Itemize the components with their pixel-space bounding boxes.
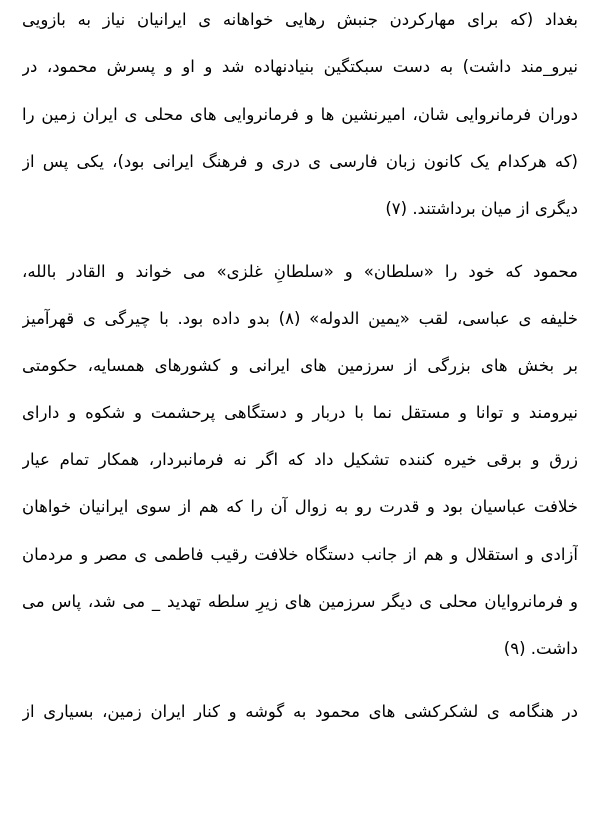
- text-line-8: بر بخش های بزرگی از سرزمین های ایرانی و کشورهای همسایه، حکومتی: [22, 356, 578, 375]
- text-line-11: خلافت عباسیان بود و قدرت رو به زوال آن را که هم از سوی ایرانیان خواهان: [22, 497, 578, 516]
- text-line-9: نیرومند و توانا و مستقل نما با دربار و دستگاهی پرحشمت و شکوه و دارای: [22, 403, 578, 422]
- text-line-13: و فرمانروایان محلی ی دیگر سرزمین های زیرِ سلطه تهدید _ می شد، پاس می: [22, 592, 578, 611]
- text-line-2: نیرو_مند داشت) به دست سبکتگین بنیادنهاده شد و او و پسرش محمود، در: [22, 57, 578, 76]
- text-line-5: دیگری از میان برداشتند. (۷): [385, 199, 578, 218]
- text-line-6: محمود که خود را «سلطان» و «سلطانِ غلزی» می خواند و القادر بالله،: [22, 262, 578, 281]
- text-line-12: آزادی و استقلال و هم از جانب دستگاه خلافت رقیب فاطمی ی مصر و مردمان: [22, 545, 578, 564]
- text-line-1: بغداد (که برای مهارکردن جنبش رهایی خواهانه ی ایرانیان نیاز به بازویی: [22, 10, 578, 29]
- text-line-4: (که هرکدام یک کانون زبان فارسی ی دری و فرهنگ ایرانی بود)، یکی پس از: [22, 152, 578, 171]
- text-line-10: زرق و برقی خیره کننده تشکیل داد که اگر نه فرمانبردار، همکار تمام عیار: [22, 450, 578, 469]
- text-line-7: خلیفه ی عباسی، لقب «یمین الدوله» (۸) بدو داده بود. با چیرگی ی قهرآمیز: [22, 309, 578, 328]
- text-line-3: دوران فرمانروایی شان، امیرنشین ها و فرمانروایی های محلی ی ایران زمین را: [22, 105, 578, 124]
- text-line-14: داشت. (۹): [503, 639, 578, 658]
- text-line-15: در هنگامه ی لشکرکشی های محمود به گوشه و کنار ایران زمین، بسیاری از: [22, 702, 578, 721]
